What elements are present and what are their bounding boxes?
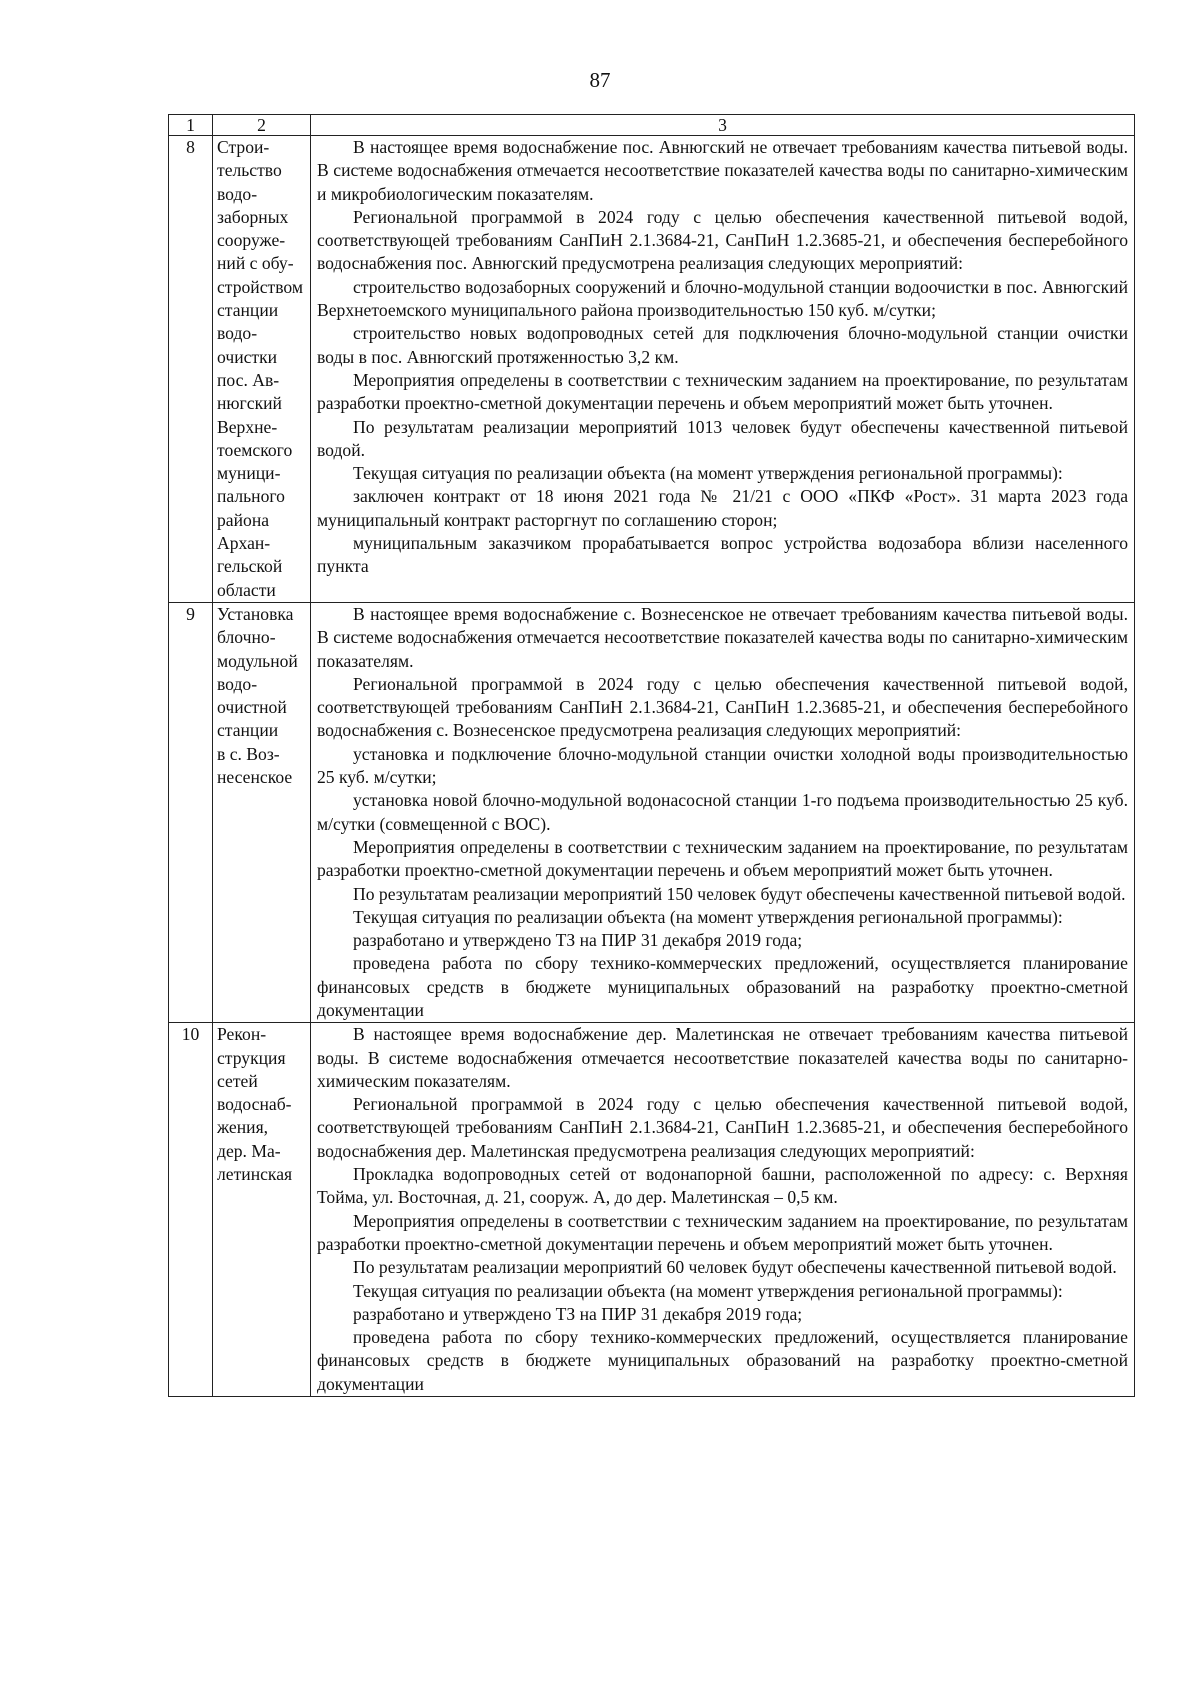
object-name-line: Рекон- — [217, 1024, 267, 1045]
table-header-row — [169, 115, 1135, 136]
object-name-line: блочно- — [217, 627, 276, 648]
object-name-line: Архан- — [217, 533, 271, 554]
description-paragraph: строительство водозаборных сооружений и блочно-модульной станции водоочистки в пос. Авнюгский Верхнетоемского муниципального района производительностью 150 куб. м/сутки; — [317, 276, 1128, 321]
description-paragraph: муниципальным заказчиком прорабатывается вопрос устройства водозабора вблизи населенного пункта — [317, 533, 1128, 577]
object-name-line: очистки — [217, 346, 278, 367]
description-paragraph: разработано и утверждено ТЗ на ПИР 31 декабря 2019 года; — [353, 1303, 803, 1324]
object-name-line: пального — [217, 486, 285, 507]
object-name-line: жения, — [217, 1117, 269, 1138]
object-name-line: района — [217, 509, 270, 530]
description-paragraph: проведена работа по сбору технико-коммерческих предложений, осуществляется планирование финансовых средств в бюджете муниципальных образований на разработку проектно-сметной документации — [317, 953, 1128, 1020]
description-paragraph: Региональной программой в 2024 году с целью обеспечения качественной питьевой водой, соответствующей требованиям СанПиН 2.1.3684-21, СанПиН 1.2.3685-21, и обеспечения бесперебойного водоснабжения дер. Малетинская предусмотрена реализация следующих мероприятий: — [317, 1094, 1128, 1161]
description-paragraph: Региональной программой в 2024 году с целью обеспечения качественной питьевой водой, соответствующей требованиям СанПиН 2.1.3684-21, СанПиН 1.2.3685-21, и обеспечения бесперебойного водоснабжения с. Вознесенское предусмотрена реализация следующих мероприятий: — [317, 673, 1128, 741]
object-name-line: гельской — [217, 556, 283, 577]
description-paragraph: По результатам реализации мероприятий 60 человек будут обеспечены качественной питьевой водой. — [353, 1257, 1117, 1278]
object-name-line: станции — [217, 300, 279, 321]
object-name-line: водо- — [217, 323, 258, 344]
object-name-line: очистной — [217, 697, 287, 718]
description-paragraph: В настоящее время водоснабжение пос. Авнюгский не отвечает требованиям качества питьевой воды. В системе водоснабжения отмечается несоответствие показателей качества воды по санитарно-химическим и микробиологическим показателям. — [317, 137, 1128, 204]
description-paragraph: установка новой блочно-модульной водонасосной станции 1-го подъема производительностью 25 куб. м/сутки (совмещенной с ВОС). — [317, 790, 1128, 834]
description-paragraph: Текущая ситуация по реализации объекта (на момент утверждения региональной программы): — [353, 906, 1063, 927]
object-name-cell — [213, 1023, 311, 1397]
object-name-line: летинская — [217, 1164, 293, 1185]
object-name-line: в с. Воз- — [217, 743, 280, 764]
description-paragraph: В настоящее время водоснабжение дер. Малетинская не отвечает требованиям качества питьевой воды. В системе водоснабжения отмечается несоответствие показателей качества воды по санитарно-химическим показателям. — [317, 1024, 1128, 1091]
object-name-line: области — [217, 579, 276, 600]
object-name-line: тоемского — [217, 439, 293, 460]
description-paragraph: Мероприятия определены в соответствии с техническим заданием на проектирование, по результатам разработки проектно-сметной документации перечень и объем мероприятий может быть уточнен. — [317, 836, 1128, 881]
table-row — [169, 602, 1135, 1022]
description-paragraph: проведена работа по сбору технико-коммерческих предложений, осуществляется планирование финансовых средств в бюджете муниципальных образований на разработку проектно-сметной документации — [317, 1327, 1128, 1394]
object-name-line: ний с обу- — [217, 253, 294, 274]
description-paragraph: Текущая ситуация по реализации объекта (на момент утверждения региональной программы): — [353, 463, 1063, 484]
header-cell-1: 1 — [169, 115, 213, 136]
description-paragraph: Прокладка водопроводных сетей от водонапорной башни, расположенной по адресу: с. Верхняя Тойма, ул. Восточная, д. 21, сооруж. А, до дер. Малетинская – 0,5 км. — [317, 1164, 1128, 1208]
object-name-line: муници- — [217, 463, 281, 484]
description-paragraph: По результатам реализации мероприятий 1013 человек будут обеспечены качественной питьевой водой. — [317, 416, 1128, 460]
row-number: 10 — [169, 1023, 213, 1397]
object-name-line: дер. Ма- — [217, 1140, 281, 1161]
description-paragraph: Мероприятия определены в соответствии с техническим заданием на проектирование, по результатам разработки проектно-сметной документации перечень и объем мероприятий может быть уточнен. — [317, 369, 1128, 414]
description-paragraph: Региональной программой в 2024 году с целью обеспечения качественной питьевой водой, соответствующей требованиям СанПиН 2.1.3684-21, СанПиН 1.2.3685-21, и обеспечения бесперебойного водоснабжения пос. Авнюгский предусмотрена реализация следующих мероприятий: — [317, 206, 1128, 274]
object-name-line: станции — [217, 720, 279, 741]
description-paragraph: В настоящее время водоснабжение с. Вознесенское не отвечает требованиям качества питьевой воды. В системе водоснабжения отмечается несоответствие показателей качества воды по санитарно-химическим показателям. — [317, 603, 1128, 671]
object-name-line: стройством — [217, 276, 304, 297]
object-name-line: водо- — [217, 673, 258, 694]
row-number: 9 — [169, 602, 213, 1022]
description-cell — [311, 136, 1135, 603]
object-name-line: пос. Ав- — [217, 369, 280, 390]
object-name-line: нюгский — [217, 393, 282, 414]
description-paragraph: Текущая ситуация по реализации объекта (на момент утверждения региональной программы): — [353, 1280, 1063, 1301]
header-cell-2: 2 — [213, 115, 311, 136]
page-number: 87 — [589, 68, 611, 92]
object-name-line: водо- — [217, 183, 258, 204]
table-row — [169, 1023, 1135, 1397]
description-cell — [311, 1023, 1135, 1397]
object-name-line: заборных — [217, 206, 289, 227]
description-paragraph: Мероприятия определены в соответствии с техническим заданием на проектирование, по результатам разработки проектно-сметной документации перечень и объем мероприятий может быть уточнен. — [317, 1210, 1128, 1254]
description-paragraph: заключен контракт от 18 июня 2021 года № 21/21 с ООО «ПКФ «Рост». 31 марта 2023 года муниципальный контракт расторгнут по соглашению сторон; — [317, 486, 1128, 530]
description-paragraph: По результатам реализации мероприятий 150 человек будут обеспечены качественной питьевой водой. — [353, 883, 1126, 904]
object-name-cell — [213, 602, 311, 1022]
table-row — [169, 136, 1135, 603]
header-cell-3: 3 — [311, 115, 1135, 136]
row-number: 8 — [169, 136, 213, 603]
description-cell — [311, 602, 1135, 1022]
description-paragraph: установка и подключение блочно-модульной станции очистки холодной воды производительностью 25 куб. м/сутки; — [317, 743, 1128, 788]
object-name-cell — [213, 136, 311, 603]
object-name-line: водоснаб- — [217, 1094, 292, 1115]
object-name-line: несенское — [217, 767, 293, 788]
object-name-line: тельство — [217, 160, 282, 181]
object-name-line: струкция — [217, 1047, 286, 1068]
object-name-line: сетей — [217, 1070, 258, 1091]
object-name-line: Установка — [217, 603, 294, 624]
description-paragraph: строительство новых водопроводных сетей для подключения блочно-модульной станции очистки воды в пос. Авнюгский протяженностью 3,2 км. — [317, 323, 1128, 367]
object-name-line: Верхне- — [217, 416, 278, 437]
object-name-line: сооруже- — [217, 230, 286, 251]
object-name-line: модульной — [217, 650, 298, 671]
description-paragraph: разработано и утверждено ТЗ на ПИР 31 декабря 2019 года; — [353, 930, 803, 951]
object-name-line: Строи- — [217, 137, 270, 157]
measures-table — [168, 114, 1135, 1397]
